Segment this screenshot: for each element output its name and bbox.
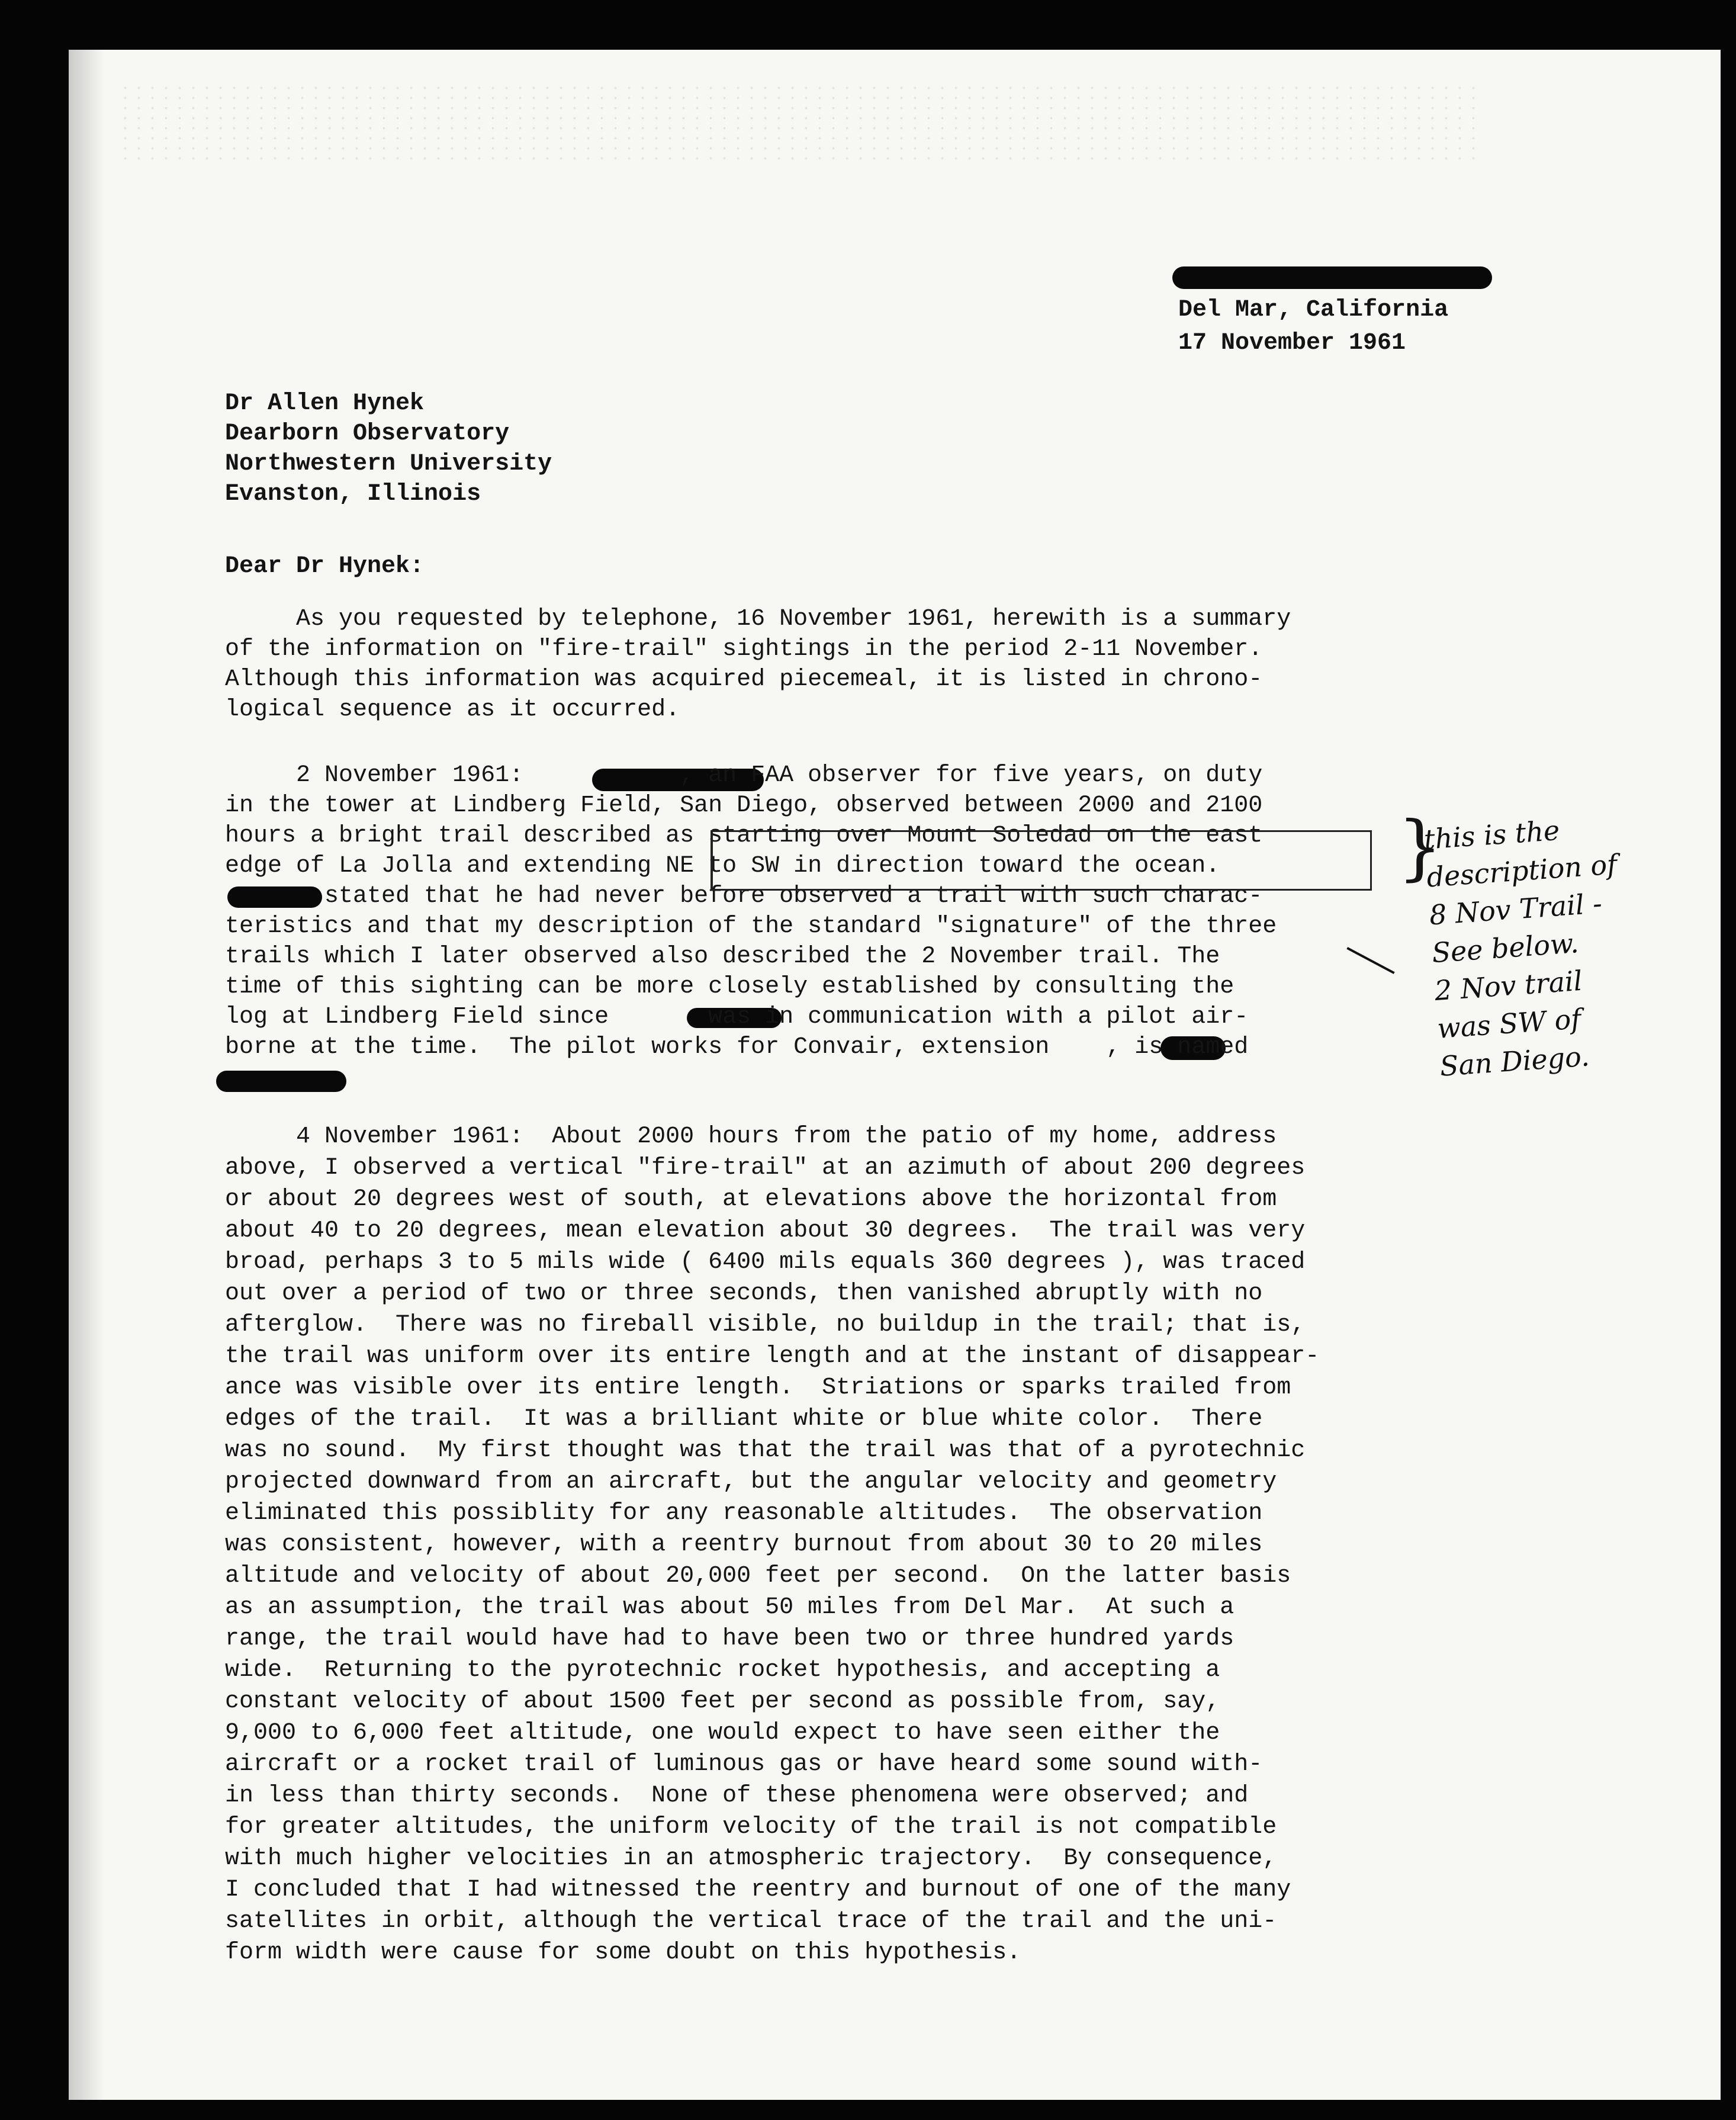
scan-border-bottom (0, 2100, 1736, 2120)
text-line: or about 20 degrees west of south, at elevations above the horizontal from (225, 1186, 1277, 1213)
redaction-pilot-name (216, 1071, 346, 1092)
text-line: aircraft or a rocket trail of luminous gas or have heard some sound with- (225, 1751, 1263, 1778)
text-line: form width were cause for some doubt on this hypothesis. (225, 1939, 1021, 1966)
text-line: log at Lindberg Field since was in communication with a pilot air- (225, 1004, 1249, 1030)
handwritten-margin-note (1423, 802, 1701, 1085)
nov2-paragraph (225, 760, 1277, 1062)
letter-date: 17 November 1961 (1178, 330, 1406, 356)
recipient-line: Evanston, Illinois (225, 481, 481, 507)
text-line: eliminated this possiblity for any reasonable altitudes. The observation (225, 1500, 1263, 1527)
sender-block (1178, 294, 1448, 360)
text-line: teristics and that my description of the standard "signature" of the three (225, 913, 1277, 940)
recipient-address (225, 388, 552, 509)
nov4-paragraph (225, 1121, 1319, 1968)
page-edge-shadow (69, 50, 104, 2100)
text-line: the trail was uniform over its entire length and at the instant of disappear- (225, 1343, 1320, 1370)
text-line: above, I observed a vertical "fire-trail" at an azimuth of about 200 degrees (225, 1155, 1306, 1181)
scan-noise (118, 83, 1480, 166)
text-line: altitude and velocity of about 20,000 feet per second. On the latter basis (225, 1563, 1291, 1589)
text-line: with much higher velocities in an atmospheric trajectory. By consequence, (225, 1845, 1277, 1872)
text-line: ance was visible over its entire length. Striations or sparks trailed from (225, 1374, 1291, 1401)
note-line: 8 Nov Trail - (1428, 887, 1603, 931)
text-line: was no sound. My first thought was that the trail was that of a pyrotechnic (225, 1437, 1306, 1464)
text-line: 2 November 1961: , an FAA observer for five years, on duty (225, 762, 1263, 789)
text-line: in less than thirty seconds. None of these phenomena were observed; and (225, 1782, 1249, 1809)
scan-border-top (0, 0, 1736, 50)
text-line: out over a period of two or three seconds, then vanished abruptly with no (225, 1280, 1263, 1307)
text-line: in the tower at Lindberg Field, San Diego, observed between 2000 and 2100 (225, 792, 1263, 819)
text-line: broad, perhaps 3 to 5 mils wide ( 6400 mils equals 360 degrees ), was traced (225, 1249, 1306, 1276)
recipient-line: Dearborn Observatory (225, 420, 510, 447)
handwritten-brace: } (1397, 807, 1443, 889)
scan-border-left (0, 0, 69, 2120)
recipient-line: Dr Allen Hynek (225, 390, 425, 417)
text-line: wide. Returning to the pyrotechnic rocket hypothesis, and accepting a (225, 1657, 1220, 1684)
text-line: for greater altitudes, the uniform velocity of the trail is not compatible (225, 1814, 1277, 1840)
scan-border-right (1721, 0, 1736, 2120)
text-line: was consistent, however, with a reentry burnout from about 30 to 20 miles (225, 1531, 1263, 1558)
text-line: range, the trail would have had to have been two or three hundred yards (225, 1626, 1235, 1652)
note-line: See below. (1430, 927, 1580, 969)
note-line: description of (1425, 848, 1618, 894)
text-line: borne at the time. The pilot works for Convair, extension , is named (225, 1034, 1249, 1061)
text-line: stated that he had never before observed a trail with such charac- (225, 883, 1263, 910)
handwritten-bracket (711, 830, 1372, 891)
text-line: projected downward from an aircraft, but the angular velocity and geometry (225, 1469, 1277, 1495)
text-line: I concluded that I had witnessed the reentry and burnout of one of the many (225, 1877, 1291, 1903)
text-line: time of this sighting can be more closely established by consulting the (225, 974, 1235, 1000)
text-line: of the information on "fire-trail" sightings in the period 2-11 November. (225, 636, 1263, 663)
recipient-line: Northwestern University (225, 451, 552, 477)
note-line: 2 Nov trail (1433, 964, 1584, 1007)
note-line: San Diego. (1439, 1040, 1591, 1083)
text-line: satellites in orbit, although the vertical trace of the trail and the uni- (225, 1908, 1277, 1935)
redaction-sender-name (1172, 266, 1492, 289)
text-line: constant velocity of about 1500 feet per second as possible from, say, (225, 1688, 1220, 1715)
text-line: about 40 to 20 degrees, mean elevation about 30 degrees. The trail was very (225, 1218, 1306, 1244)
sender-place: Del Mar, California (1178, 297, 1449, 323)
text-line: hours a bright trail described as starting over Mount Soledad on the east (225, 823, 1263, 849)
text-line: trails which I later observed also described the 2 November trail. The (225, 943, 1220, 970)
text-line: edges of the trail. It was a brilliant white or blue white color. There (225, 1406, 1263, 1432)
note-line: was SW of (1436, 1003, 1582, 1045)
salutation: Dear Dr Hynek: (225, 553, 425, 580)
text-line: edge of La Jolla and extending NE to SW in direction toward the ocean. (225, 853, 1220, 879)
text-line: 9,000 to 6,000 feet altitude, one would expect to have seen either the (225, 1720, 1220, 1746)
text-line: 4 November 1961: About 2000 hours from the patio of my home, address (225, 1123, 1277, 1150)
note-line: this is the (1423, 814, 1561, 856)
text-line: as an assumption, the trail was about 50 miles from Del Mar. At such a (225, 1594, 1235, 1621)
text-line: Although this information was acquired piecemeal, it is listed in chrono- (225, 666, 1263, 693)
text-line: As you requested by telephone, 16 November 1961, herewith is a summary (225, 606, 1291, 632)
text-line: afterglow. There was no fireball visible, no buildup in the trail; that is, (225, 1312, 1306, 1338)
intro-paragraph (225, 604, 1291, 725)
text-line: logical sequence as it occurred. (225, 696, 680, 723)
